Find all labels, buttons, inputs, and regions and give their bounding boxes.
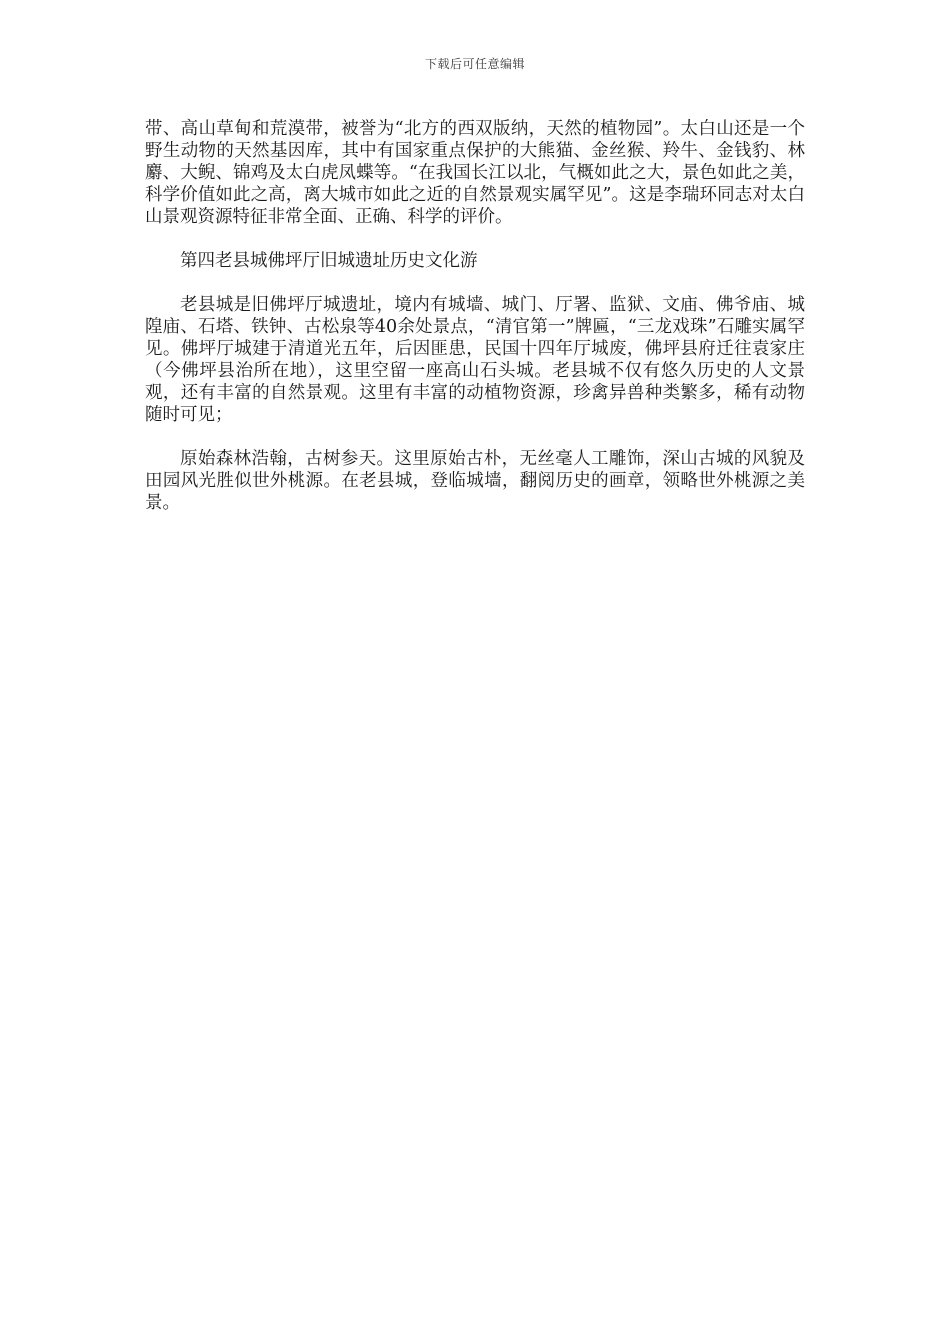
section-heading-old-county-town: 第四老县城佛坪厅旧城遗址历史文化游 xyxy=(180,251,478,271)
page-header: 下载后可任意编辑 xyxy=(424,57,525,71)
document-body xyxy=(145,118,805,536)
paragraph-primeval-forest: 原始森林浩翰，古树参天。这里原始古朴，无丝毫人工雕饰，深山古城的风貌及田园风光胜似世外桃源。在老县城，登临城墙，翻阅历史的画章，领略世外桃源之美景。 xyxy=(145,449,805,513)
paragraph-taibai-mountain: 带、高山草甸和荒漠带，被誉为“北方的西双版纳，天然的植物园”。太白山还是一个野生动物的天然基因库，其中有国家重点保护的大熊猫、金丝猴、羚牛、金钱豹、林麝、大鲵、锦鸡及太白虎凤蝶等。“在我国长江以北，气概如此之大，景色如此之美，科学价值如此之高，离大城市如此之近的自然景观实属罕见”。这是李瑞环同志对太白山景观资源特征非常全面、正确、科学的评价。 xyxy=(145,119,805,227)
paragraph-old-county-town: 老县城是旧佛坪厅城遗址，境内有城墙、城门、厅署、监狱、文庙、佛爷庙、城隍庙、石塔、铁钟、古松泉等40余处景点，“清官第一”牌匾，“三龙戏珠”石雕实属罕见。佛坪厅城建于清道光五年，后因匪患，民国十四年厅城废，佛坪县府迁往袁家庄（今佛坪县治所在地），这里空留一座高山石头城。老县城不仅有悠久历史的人文景观，还有丰富的自然景观。这里有丰富的动植物资源，珍禽异兽种类繁多，稀有动物随时可见； xyxy=(145,295,805,425)
